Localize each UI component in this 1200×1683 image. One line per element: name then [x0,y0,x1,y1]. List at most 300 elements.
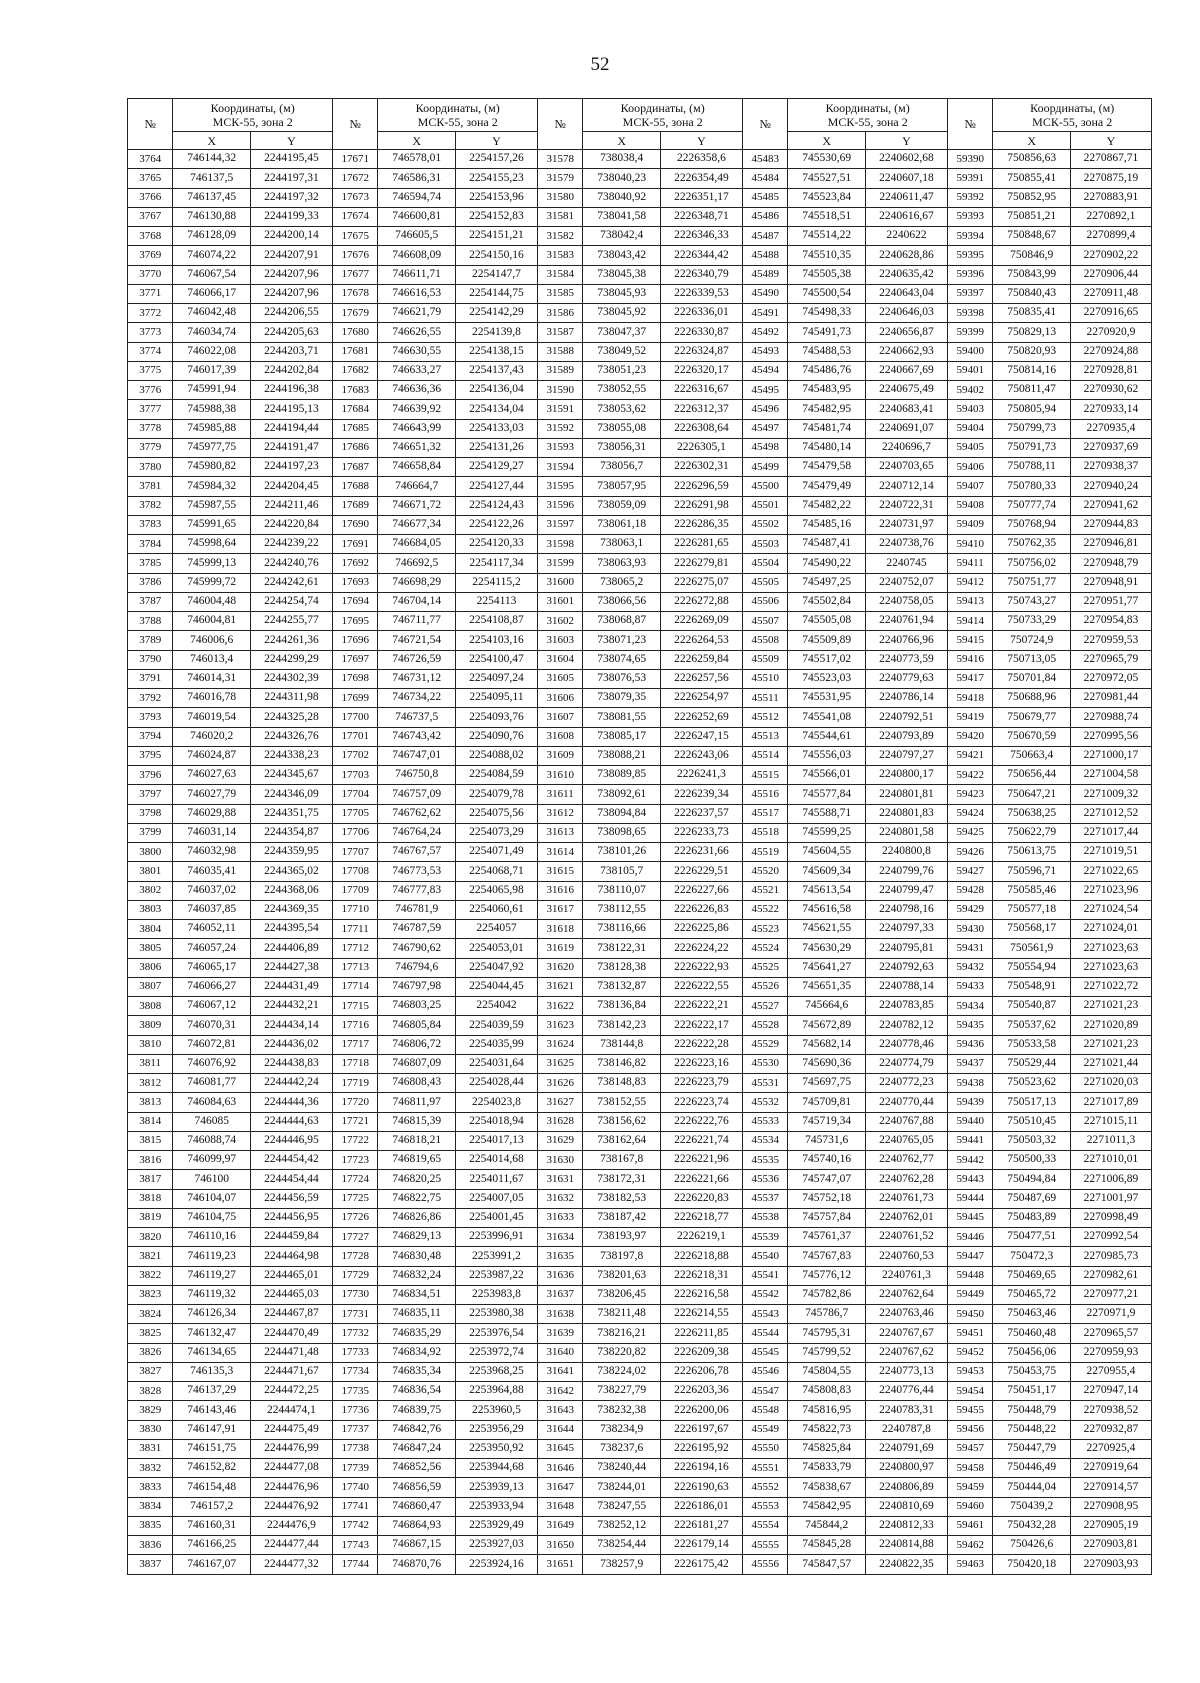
point-number: 17681 [333,342,378,361]
table-row [128,515,1152,534]
coord-y: 2270903,93 [1070,1555,1151,1574]
point-number: 45515 [743,766,788,785]
coord-y: 2226229,51 [660,862,742,881]
point-number: 31607 [538,708,583,727]
point-number: 31613 [538,823,583,842]
coord-x: 745845,28 [788,1536,866,1555]
point-number: 31583 [538,246,583,265]
point-number: 31578 [538,150,583,169]
point-number: 17728 [333,1247,378,1266]
coord-y: 2240731,97 [865,515,947,534]
point-number: 31646 [538,1459,583,1478]
coord-y: 2240628,86 [865,246,947,265]
table-row [128,150,1152,169]
coord-y: 2254147,7 [455,265,537,284]
coord-x: 750848,67 [993,227,1071,246]
point-number: 45498 [743,438,788,457]
coord-x: 738206,45 [583,1285,661,1304]
point-number: 31594 [538,458,583,477]
coord-y: 2254120,33 [455,535,537,554]
coord-y: 2254097,24 [455,669,537,688]
coord-y: 2240696,7 [865,438,947,457]
coord-x: 746137,5 [173,169,251,188]
coord-x: 746616,53 [378,284,456,303]
coord-y: 2244444,63 [250,1112,332,1131]
coord-x: 746830,48 [378,1247,456,1266]
coord-x: 745641,27 [788,958,866,977]
point-number: 3835 [128,1516,173,1535]
coord-y: 2240812,33 [865,1516,947,1535]
point-number: 17692 [333,554,378,573]
point-number: 59404 [948,419,993,438]
table-row [128,1497,1152,1516]
point-number: 31599 [538,554,583,573]
coord-y: 2240797,33 [865,920,947,939]
table-row [128,342,1152,361]
coord-x: 738038,4 [583,150,661,169]
point-number: 3804 [128,920,173,939]
coord-y: 2270947,14 [1070,1382,1151,1401]
coord-y: 2244202,84 [250,361,332,380]
point-number: 3810 [128,1035,173,1054]
point-number: 45518 [743,823,788,842]
coord-x: 746836,54 [378,1382,456,1401]
coord-y: 2244195,13 [250,400,332,419]
coord-y: 2240773,59 [865,650,947,669]
coord-x: 738252,12 [583,1516,661,1535]
coord-y: 2270982,61 [1070,1266,1151,1285]
coord-x: 746076,92 [173,1054,251,1073]
coord-y: 2226231,66 [660,843,742,862]
coord-y: 2254079,78 [455,785,537,804]
point-number: 31611 [538,785,583,804]
col-header-coordinates [583,99,743,132]
coord-x: 750463,46 [993,1305,1071,1324]
coord-x: 750701,84 [993,669,1071,688]
coord-y: 2270948,79 [1070,554,1151,573]
coord-y: 2226324,87 [660,342,742,361]
coord-y: 2240722,31 [865,496,947,515]
coord-y: 2226348,71 [660,207,742,226]
coord-x: 745719,34 [788,1112,866,1131]
coord-x: 738092,61 [583,785,661,804]
coord-x: 746692,5 [378,554,456,573]
coord-y: 2270925,4 [1070,1439,1151,1458]
coord-y: 2244255,77 [250,612,332,631]
point-number: 31651 [538,1555,583,1574]
point-number: 59459 [948,1478,993,1497]
coord-x: 746016,78 [173,689,251,708]
coord-y: 2226223,74 [660,1093,742,1112]
point-number: 45490 [743,284,788,303]
coord-y: 2254133,03 [455,419,537,438]
coord-y: 2226346,33 [660,227,742,246]
coord-x: 745709,81 [788,1093,866,1112]
coord-x: 746166,25 [173,1536,251,1555]
coord-x: 745566,01 [788,766,866,785]
coord-y: 2240763,46 [865,1305,947,1324]
coord-y: 2244346,09 [250,785,332,804]
coord-x: 750460,48 [993,1324,1071,1343]
coord-x: 745697,75 [788,1074,866,1093]
point-number: 45523 [743,920,788,939]
coord-y: 2226186,01 [660,1497,742,1516]
point-number: 3812 [128,1074,173,1093]
point-number: 31603 [538,631,583,650]
coord-x: 745616,58 [788,900,866,919]
point-number: 45510 [743,669,788,688]
point-number: 3796 [128,766,173,785]
coord-x: 746773,53 [378,862,456,881]
table-row [128,1016,1152,1035]
coord-x: 746084,63 [173,1093,251,1112]
point-number: 59425 [948,823,993,842]
coord-y: 2254155,23 [455,169,537,188]
coord-y: 2254023,8 [455,1093,537,1112]
coord-y: 2270935,4 [1070,419,1151,438]
coord-x: 745482,22 [788,496,866,515]
point-number: 59406 [948,458,993,477]
coord-x: 746822,75 [378,1189,456,1208]
coord-x: 746088,74 [173,1131,251,1150]
point-number: 3791 [128,669,173,688]
coord-y: 2254053,01 [455,939,537,958]
coord-y: 2244199,33 [250,207,332,226]
coord-y: 2271017,89 [1070,1093,1151,1112]
point-number: 17742 [333,1516,378,1535]
coord-x: 746808,43 [378,1074,456,1093]
coord-y: 2240765,05 [865,1131,947,1150]
coord-x: 746664,7 [378,477,456,496]
point-number: 45550 [743,1439,788,1458]
coord-x: 746004,81 [173,612,251,631]
coord-y: 2226200,06 [660,1401,742,1420]
point-number: 59449 [948,1285,993,1304]
point-number: 31629 [538,1131,583,1150]
point-number: 17678 [333,284,378,303]
coord-x: 738193,97 [583,1228,661,1247]
coord-x: 746835,11 [378,1305,456,1324]
coord-y: 2244467,87 [250,1305,332,1324]
coord-y: 2226220,83 [660,1189,742,1208]
coord-x: 745488,53 [788,342,866,361]
coord-x: 750622,79 [993,823,1071,842]
point-number: 31635 [538,1247,583,1266]
point-number: 31643 [538,1401,583,1420]
coord-x: 738116,66 [583,920,661,939]
coord-y: 2254095,11 [455,689,537,708]
point-number: 3775 [128,361,173,380]
coord-y: 2240822,35 [865,1555,947,1574]
coord-y: 2244465,01 [250,1266,332,1285]
coord-y: 2253956,29 [455,1420,537,1439]
coord-y: 2254100,47 [455,650,537,669]
coord-y: 2254031,64 [455,1054,537,1073]
coord-y: 2244351,75 [250,804,332,823]
coord-y: 2254134,04 [455,400,537,419]
coord-x: 750851,21 [993,207,1071,226]
coord-y: 2244197,23 [250,458,332,477]
point-number: 31615 [538,862,583,881]
point-number: 17696 [333,631,378,650]
coord-y: 2253972,74 [455,1343,537,1362]
point-number: 17706 [333,823,378,842]
coord-x: 750439,2 [993,1497,1071,1516]
point-number: 17737 [333,1420,378,1439]
coord-x: 745991,65 [173,515,251,534]
coord-y: 2244242,61 [250,573,332,592]
coord-y: 2270899,4 [1070,227,1151,246]
coord-x: 746017,39 [173,361,251,380]
point-number: 31616 [538,881,583,900]
coord-x: 745804,55 [788,1362,866,1381]
coord-y: 2240795,81 [865,939,947,958]
coord-y: 2226222,17 [660,1016,742,1035]
coord-x: 746630,55 [378,342,456,361]
coord-y: 2253939,13 [455,1478,537,1497]
table-row [128,669,1152,688]
coord-x: 746835,29 [378,1324,456,1343]
coord-x: 738148,83 [583,1074,661,1093]
point-number: 3802 [128,881,173,900]
table-row [128,708,1152,727]
coord-x: 745842,95 [788,1497,866,1516]
coord-x: 746147,91 [173,1420,251,1439]
table-row [128,1324,1152,1343]
point-number: 31640 [538,1343,583,1362]
coord-y: 2240806,89 [865,1478,947,1497]
coordinate-system: МСК-55, зона 2 [417,115,498,129]
coord-x: 746152,82 [173,1459,251,1478]
point-number: 17727 [333,1228,378,1247]
coord-y: 2226181,27 [660,1516,742,1535]
coord-x: 745808,83 [788,1382,866,1401]
coord-x: 745487,41 [788,535,866,554]
point-number: 31650 [538,1536,583,1555]
coord-y: 2240801,58 [865,823,947,842]
coord-x: 738101,26 [583,843,661,862]
point-number: 45485 [743,188,788,207]
coord-y: 2254136,04 [455,381,537,400]
coordinate-system: МСК-55, зона 2 [622,115,703,129]
coord-y: 2244369,35 [250,900,332,919]
coord-x: 750856,63 [993,150,1071,169]
point-number: 45503 [743,535,788,554]
table-row [128,1228,1152,1247]
coord-y: 2270903,81 [1070,1536,1151,1555]
point-number: 45556 [743,1555,788,1574]
coord-y: 2244194,44 [250,419,332,438]
coord-x: 746870,76 [378,1555,456,1574]
coord-x: 750420,18 [993,1555,1071,1574]
coord-x: 745761,37 [788,1228,866,1247]
coord-x: 746820,25 [378,1170,456,1189]
coord-y: 2226358,6 [660,150,742,169]
coord-x: 745825,84 [788,1439,866,1458]
coord-y: 2270972,05 [1070,669,1151,688]
coord-x: 746600,81 [378,207,456,226]
point-number: 59413 [948,592,993,611]
point-number: 45497 [743,419,788,438]
coord-x: 750483,89 [993,1208,1071,1227]
coord-x: 745664,6 [788,997,866,1016]
coord-x: 750561,9 [993,939,1071,958]
point-number: 17738 [333,1439,378,1458]
coord-x: 746052,11 [173,920,251,939]
point-number: 45553 [743,1497,788,1516]
coord-x: 745479,58 [788,458,866,477]
coord-x: 746074,22 [173,246,251,265]
coord-x: 746767,57 [378,843,456,862]
point-number: 59429 [948,900,993,919]
point-number: 45543 [743,1305,788,1324]
table-row [128,458,1152,477]
coord-x: 750453,75 [993,1362,1071,1381]
col-header-coordinates [173,99,333,132]
point-number: 45511 [743,689,788,708]
point-number: 45489 [743,265,788,284]
coord-y: 2244239,22 [250,535,332,554]
point-number: 3794 [128,727,173,746]
coord-y: 2226296,59 [660,477,742,496]
coord-y: 2270951,77 [1070,592,1151,611]
coord-y: 2244395,54 [250,920,332,939]
coord-x: 745577,84 [788,785,866,804]
coord-x: 746020,2 [173,727,251,746]
coord-x: 738074,65 [583,650,661,669]
coord-x: 746070,31 [173,1016,251,1035]
coord-x: 738247,55 [583,1497,661,1516]
coord-x: 745498,33 [788,304,866,323]
point-number: 31631 [538,1170,583,1189]
coord-x: 745544,61 [788,727,866,746]
table-row [128,592,1152,611]
table-row [128,1343,1152,1362]
coord-x: 746777,83 [378,881,456,900]
coord-x: 738244,01 [583,1478,661,1497]
table-row [128,323,1152,342]
point-number: 17744 [333,1555,378,1574]
coord-x: 746864,93 [378,1516,456,1535]
point-number: 45488 [743,246,788,265]
coord-y: 2254028,44 [455,1074,537,1093]
coord-y: 2270916,65 [1070,304,1151,323]
coord-y: 2254152,83 [455,207,537,226]
point-number: 31625 [538,1054,583,1073]
point-number: 45500 [743,477,788,496]
point-number: 3833 [128,1478,173,1497]
coord-y: 2226218,31 [660,1266,742,1285]
coord-y: 2270998,49 [1070,1208,1151,1227]
coord-y: 2240798,16 [865,900,947,919]
point-number: 17673 [333,188,378,207]
coord-y: 2240643,04 [865,284,947,303]
point-number: 45546 [743,1362,788,1381]
point-number: 59446 [948,1228,993,1247]
coord-x: 746032,98 [173,843,251,862]
point-number: 59434 [948,997,993,1016]
point-number: 17731 [333,1305,378,1324]
point-number: 17739 [333,1459,378,1478]
coord-y: 2270932,87 [1070,1420,1151,1439]
point-number: 59403 [948,400,993,419]
coord-y: 2240752,07 [865,573,947,592]
coord-x: 750663,4 [993,746,1071,765]
coord-x: 745985,88 [173,419,251,438]
coord-y: 2240622 [865,227,947,246]
coord-x: 745505,38 [788,265,866,284]
coordinates-table [127,98,1152,1575]
point-number: 59458 [948,1459,993,1478]
coord-x: 745482,95 [788,400,866,419]
coord-x: 746586,31 [378,169,456,188]
point-number: 59405 [948,438,993,457]
coord-x: 745731,6 [788,1131,866,1150]
coord-x: 746807,09 [378,1054,456,1073]
coord-y: 2240635,42 [865,265,947,284]
point-number: 31620 [538,958,583,977]
point-number: 3809 [128,1016,173,1035]
coord-y: 2271006,89 [1070,1170,1151,1189]
coord-y: 2244477,44 [250,1536,332,1555]
coord-x: 750568,17 [993,920,1071,939]
coord-y: 2254153,96 [455,188,537,207]
col-header-x: X [583,132,661,150]
coord-x: 745822,73 [788,1420,866,1439]
point-number: 17708 [333,862,378,881]
coord-y: 2240776,44 [865,1382,947,1401]
coord-y: 2271023,96 [1070,881,1151,900]
col-header-number: № [538,99,583,150]
coord-x: 738144,8 [583,1035,661,1054]
coord-x: 750688,96 [993,689,1071,708]
coord-x: 746651,32 [378,438,456,457]
point-number: 45524 [743,939,788,958]
coord-x: 750852,95 [993,188,1071,207]
point-number: 31608 [538,727,583,746]
point-number: 17736 [333,1401,378,1420]
coord-x: 738040,23 [583,169,661,188]
coord-x: 746811,97 [378,1093,456,1112]
coord-x: 750444,04 [993,1478,1071,1497]
point-number: 31630 [538,1151,583,1170]
table-row [128,1151,1152,1170]
coord-x: 738172,31 [583,1170,661,1189]
coord-y: 2226222,55 [660,977,742,996]
coord-x: 738110,07 [583,881,661,900]
coord-y: 2244432,21 [250,997,332,1016]
point-number: 59438 [948,1074,993,1093]
point-number: 59451 [948,1324,993,1343]
point-number: 59428 [948,881,993,900]
coord-y: 2226237,57 [660,804,742,823]
coord-y: 2270906,44 [1070,265,1151,284]
point-number: 3786 [128,573,173,592]
coord-y: 2254057 [455,920,537,939]
table-row [128,1382,1152,1401]
coord-y: 2226222,93 [660,958,742,977]
coord-y: 2244196,38 [250,381,332,400]
coord-x: 746794,6 [378,958,456,977]
coord-y: 2226239,34 [660,785,742,804]
coord-y: 2244299,29 [250,650,332,669]
coord-y: 2244434,14 [250,1016,332,1035]
table-row [128,881,1152,900]
coord-y: 2240602,68 [865,150,947,169]
coord-y: 2244195,45 [250,150,332,169]
point-number: 31586 [538,304,583,323]
coord-x: 745502,84 [788,592,866,611]
